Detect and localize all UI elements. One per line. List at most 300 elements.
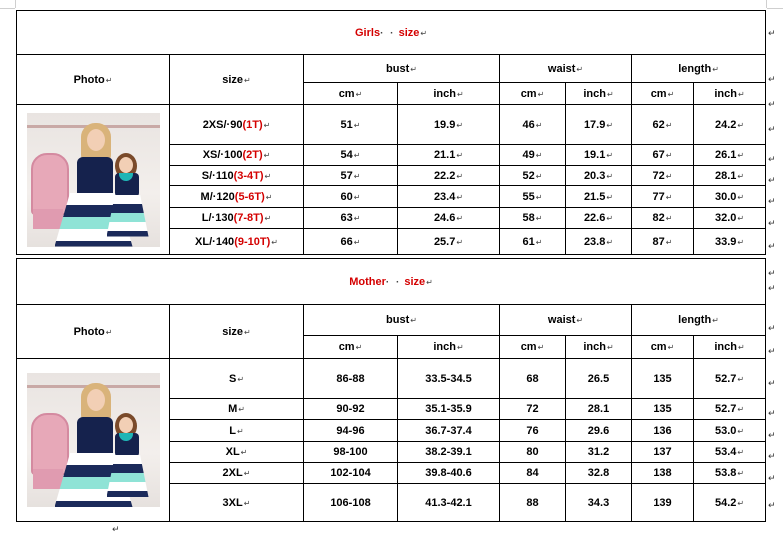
mother-size-table [16,258,766,522]
size-age: (1T) [242,118,263,131]
length-cm-cell [632,208,694,229]
waist-cm-cell [500,463,566,484]
paragraph-mark: ↵ [105,327,113,337]
bust-cm-cell [304,420,398,442]
paragraph-mark: ↵ [535,192,543,202]
paragraph-mark: ↵ [456,214,464,223]
paragraph-mark: ↵ [353,120,361,130]
bust-cm-cell [304,359,398,399]
cell-value: 139 [653,496,672,509]
paragraph-mark: ↵ [237,426,244,436]
paragraph-mark: ↵ [456,151,464,160]
paragraph-mark: ↵ [535,237,543,247]
row-end-mark: ↵ [768,242,776,252]
girls-size-table [16,10,766,255]
waist-cm-cell [500,229,566,255]
paragraph-mark: ↵ [456,192,464,202]
cell-value: 67 [652,149,665,161]
bust-header [304,55,500,83]
length-cm-cell [632,399,694,420]
paragraph-mark: ↵ [353,192,361,202]
cell-value: 106-108 [330,496,371,509]
cell-value: 26.1 [714,149,737,161]
paragraph-mark: ↵ [737,498,745,508]
unit-header [566,336,632,359]
bust-cm-cell [304,442,398,463]
size-header-label: size [222,73,244,86]
cell-value: 58 [522,212,535,224]
unit-label: cm [650,341,667,353]
size-cell [170,186,304,208]
paragraph-mark: ↵ [606,214,614,223]
cell-value: 39.8-40.6 [425,467,472,479]
paragraph-mark: ↵ [426,277,433,287]
size-label: S [228,372,237,385]
unit-label: cm [338,87,355,100]
unit-header [500,336,566,359]
bust-cm-cell [304,229,398,255]
waist-inch-cell [566,229,632,255]
bust-header-label: bust [386,314,410,326]
cell-value: 80 [526,446,539,458]
photo-header [17,305,170,359]
unit-label: inch [714,341,737,353]
paragraph-mark: ↵ [456,120,464,130]
paragraph-mark: ↵ [105,75,113,85]
paragraph-mark: ↵ [353,151,361,160]
size-cell [170,359,304,399]
length-inch-cell [694,186,766,208]
paragraph-mark: ↵ [355,343,363,352]
waist-cm-cell [500,399,566,420]
length-header [632,305,766,336]
size-label: XL/·140 [195,235,235,248]
waist-cm-cell [500,105,566,145]
size-cell [170,105,304,145]
waist-header-label: waist [547,314,576,326]
paragraph-mark: ↵ [737,469,745,478]
bust-inch-cell [398,442,500,463]
paragraph-mark: ↵ [353,214,361,223]
row-end-mark: ↵ [768,29,776,39]
paragraph-mark: ↵ [535,171,543,181]
size-header-label: size [222,325,244,338]
length-inch-cell [694,399,766,420]
paragraph-mark: ↵ [265,192,273,202]
size-label: S/·110 [201,169,234,182]
cell-value: 51 [340,118,353,131]
paragraph-mark: ↵ [737,214,745,223]
table-row [17,105,766,145]
unit-header [304,336,398,359]
cell-value: 33.9 [714,235,737,248]
paragraph-mark: ↵ [355,89,363,99]
cell-value: 21.1 [433,149,456,161]
waist-inch-cell [566,359,632,399]
cell-value: 55 [522,190,535,203]
paragraph-mark: ↵ [535,151,543,160]
paragraph-mark: ↵ [456,171,464,181]
cell-value: 137 [653,446,672,458]
paragraph-mark: ↵ [264,171,272,181]
length-cm-cell [632,442,694,463]
waist-cm-cell [500,208,566,229]
paragraph-mark: ↵ [263,120,271,130]
size-cell [170,463,304,484]
cell-value: 25.7 [433,235,456,248]
size-label: M/·120 [200,190,235,203]
size-age: (7-8T) [233,212,264,224]
waist-inch-cell [566,420,632,442]
size-label: L [229,424,237,437]
bust-header [304,305,500,336]
unit-header [566,83,632,105]
length-inch-cell [694,229,766,255]
cell-value: 38.2-39.1 [425,446,472,458]
bust-inch-cell [398,229,500,255]
cell-value: 82 [652,212,665,224]
size-age: (2T) [242,149,263,161]
size-label: 2XS/·90 [202,118,243,131]
bust-cm-cell [304,166,398,186]
paragraph-mark: ↵ [456,343,464,352]
cell-value: 26.5 [587,372,610,385]
unit-label: inch [583,87,606,100]
cell-value: 54.2 [714,496,737,509]
unit-label: cm [520,341,537,353]
bust-inch-cell [398,166,500,186]
margin-guide [15,0,16,8]
row-end-mark: ↵ [768,219,776,229]
paragraph-mark: ↵ [243,498,251,508]
paragraph-mark: ↵ [737,448,745,457]
row-end-mark: ↵ [768,501,776,511]
paragraph-mark: ↵ [244,75,251,85]
cell-value: 52.7 [714,372,737,385]
title-dots: · · [385,276,402,288]
paragraph-end-mark: ↵ [112,525,120,535]
paragraph-mark: ↵ [238,405,245,414]
cell-value: 24.6 [433,212,456,224]
cell-value: 68 [526,372,539,385]
unit-label: inch [433,341,456,353]
paragraph-mark: ↵ [606,89,614,99]
paragraph-mark: ↵ [353,237,361,247]
unit-label: cm [520,87,537,100]
cell-value: 138 [653,467,672,479]
paragraph-mark: ↵ [240,448,248,457]
bust-inch-cell [398,105,500,145]
cell-value: 22.6 [583,212,606,224]
cell-value: 31.2 [587,446,610,458]
cell-value: 72 [526,403,539,415]
paragraph-mark: ↵ [737,374,745,384]
cell-value: 98-100 [333,446,368,458]
paragraph-mark: ↵ [606,343,614,352]
cell-value: 32.0 [714,212,737,224]
paragraph-mark: ↵ [738,89,745,99]
cell-value: 61 [522,235,535,248]
paragraph-mark: ↵ [712,64,719,74]
cell-value: 21.5 [583,190,606,203]
size-cell [170,145,304,166]
waist-header [500,305,632,336]
paragraph-mark: ↵ [737,151,745,160]
size-header [170,55,304,105]
waist-cm-cell [500,186,566,208]
bust-inch-cell [398,399,500,420]
bust-inch-cell [398,463,500,484]
paragraph-mark: ↵ [737,120,745,130]
girls-title-text: Girls [355,26,381,39]
paragraph-mark: ↵ [665,151,673,160]
length-inch-cell [694,420,766,442]
row-end-mark: ↵ [768,155,776,165]
unit-label: inch [433,87,456,100]
mother-daughter-photo [27,373,160,507]
bust-cm-cell [304,145,398,166]
cell-value: 135 [653,372,672,385]
waist-cm-cell [500,359,566,399]
cell-value: 17.9 [583,118,606,131]
row-end-mark: ↵ [768,197,776,207]
paragraph-mark: ↵ [353,171,361,181]
waist-header [500,55,632,83]
unit-header [632,83,694,105]
size-label: 3XL [222,496,243,509]
cell-value: 66 [340,235,353,248]
cell-value: 46 [522,118,535,131]
cell-value: 23.8 [583,235,606,248]
row-end-mark: ↵ [768,176,776,186]
unit-label: inch [583,341,606,353]
girls-table-title [17,11,766,55]
size-header [170,305,304,359]
cell-value: 49 [522,149,535,161]
size-label: XS/·100 [202,149,243,161]
size-cell [170,420,304,442]
waist-cm-cell [500,442,566,463]
bust-cm-cell [304,105,398,145]
paragraph-mark: ↵ [665,237,673,247]
bust-cm-cell [304,208,398,229]
girls-title-size: size [398,26,420,39]
photo-header-label: Photo [73,73,105,86]
paragraph-mark: ↵ [537,89,545,99]
paragraph-mark: ↵ [264,214,272,223]
length-header-label: length [678,62,712,75]
paragraph-mark: ↵ [737,192,745,202]
mother-title-size: size [404,275,426,288]
length-inch-cell [694,463,766,484]
waist-header-label: waist [547,62,576,75]
margin-guide [767,8,783,9]
row-end-mark: ↵ [768,379,776,389]
length-inch-cell [694,208,766,229]
paragraph-mark: ↵ [737,426,745,436]
cell-value: 72 [652,169,665,182]
bust-inch-cell [398,186,500,208]
cell-value: 36.7-37.4 [425,424,472,437]
cell-value: 76 [526,424,539,437]
cell-value: 135 [653,403,672,415]
mother-daughter-photo [27,113,160,247]
size-cell [170,399,304,420]
row-end-mark: ↵ [768,125,776,135]
paragraph-mark: ↵ [667,89,675,99]
row-end-mark: ↵ [768,347,776,357]
length-cm-cell [632,166,694,186]
paragraph-mark: ↵ [410,316,417,325]
paragraph-mark: ↵ [737,171,745,181]
unit-header [694,83,766,105]
size-label: M [228,403,238,415]
cell-value: 60 [340,190,353,203]
waist-inch-cell [566,105,632,145]
waist-inch-cell [566,145,632,166]
row-end-mark: ↵ [768,75,776,85]
paragraph-mark: ↵ [576,64,584,74]
paragraph-mark: ↵ [410,64,417,74]
model-photo-cell [17,359,170,522]
paragraph-mark: ↵ [667,343,675,352]
length-cm-cell [632,186,694,208]
size-label: 2XL [222,467,243,479]
cell-value: 34.3 [587,496,610,509]
cell-value: 33.5-34.5 [425,372,472,385]
unit-header [304,83,398,105]
cell-value: 53.4 [714,446,737,458]
cell-value: 28.1 [587,403,610,415]
cell-value: 84 [526,467,539,479]
paragraph-mark: ↵ [665,192,673,202]
length-inch-cell [694,359,766,399]
bust-cm-cell [304,399,398,420]
paragraph-mark: ↵ [535,214,543,223]
unit-label: cm [338,341,355,353]
paragraph-mark: ↵ [271,237,278,247]
length-cm-cell [632,463,694,484]
cell-value: 102-104 [330,467,371,479]
size-cell [170,484,304,522]
mother-title-text: Mother [349,275,386,288]
cell-value: 53.8 [714,467,737,479]
paragraph-mark: ↵ [606,237,614,247]
paragraph-mark: ↵ [606,192,614,202]
cell-value: 87 [652,235,665,248]
cell-value: 30.0 [714,190,737,203]
size-age: (5-6T) [234,190,265,203]
cell-value: 41.3-42.1 [425,496,472,509]
paragraph-mark: ↵ [244,327,251,337]
waist-inch-cell [566,166,632,186]
unit-header [694,336,766,359]
cell-value: 77 [652,190,665,203]
length-header [632,55,766,83]
length-cm-cell [632,105,694,145]
paragraph-mark: ↵ [456,89,464,99]
cell-value: 86-88 [336,372,365,385]
length-cm-cell [632,145,694,166]
cell-value: 19.9 [433,118,456,131]
unit-header [632,336,694,359]
waist-inch-cell [566,208,632,229]
paragraph-mark: ↵ [576,316,584,325]
paragraph-mark: ↵ [665,120,673,130]
waist-cm-cell [500,420,566,442]
bust-cm-cell [304,484,398,522]
cell-value: 62 [652,118,665,131]
bust-inch-cell [398,208,500,229]
paragraph-mark: ↵ [737,237,745,247]
waist-inch-cell [566,463,632,484]
size-age: (3-4T) [233,169,264,182]
bust-inch-cell [398,145,500,166]
length-inch-cell [694,145,766,166]
row-end-mark: ↵ [768,100,776,110]
bust-inch-cell [398,484,500,522]
unit-header [500,83,566,105]
cell-value: 19.1 [583,149,606,161]
waist-inch-cell [566,484,632,522]
waist-cm-cell [500,166,566,186]
cell-value: 54 [340,149,353,161]
cell-value: 24.2 [714,118,737,131]
cell-value: 63 [340,212,353,224]
cell-value: 28.1 [714,169,737,182]
row-end-mark: ↵ [768,474,776,484]
bust-inch-cell [398,359,500,399]
cell-value: 29.6 [587,424,610,437]
cell-value: 94-96 [336,424,365,437]
cell-value: 52.7 [714,403,737,415]
length-cm-cell [632,484,694,522]
paragraph-mark: ↵ [737,405,745,414]
row-end-mark: ↵ [768,452,776,462]
photo-header [17,55,170,105]
length-cm-cell [632,229,694,255]
row-end-mark: ↵ [768,431,776,441]
waist-inch-cell [566,186,632,208]
paragraph-mark: ↵ [606,120,614,130]
cell-value: 53.0 [714,424,737,437]
paragraph-mark: ↵ [606,151,614,160]
paragraph-mark: ↵ [737,343,745,352]
waist-cm-cell [500,484,566,522]
paragraph-mark: ↵ [665,214,673,223]
cell-value: 52 [522,169,535,182]
cell-value: 88 [526,496,539,509]
length-cm-cell [632,359,694,399]
model-photo-cell [17,105,170,255]
row-end-mark: ↵ [768,284,776,294]
margin-guide [766,0,767,8]
paragraph-mark: ↵ [537,343,545,352]
title-dots: · · [380,27,396,39]
paragraph-mark: ↵ [243,469,251,478]
size-label: L/·130 [201,212,234,224]
length-inch-cell [694,442,766,463]
bust-cm-cell [304,463,398,484]
row-end-mark: ↵ [768,324,776,334]
length-cm-cell [632,420,694,442]
size-cell [170,229,304,255]
unit-label: cm [650,87,667,100]
size-cell [170,208,304,229]
photo-header-label: Photo [73,325,105,338]
margin-guide [0,8,15,9]
cell-value: 20.3 [583,169,606,182]
